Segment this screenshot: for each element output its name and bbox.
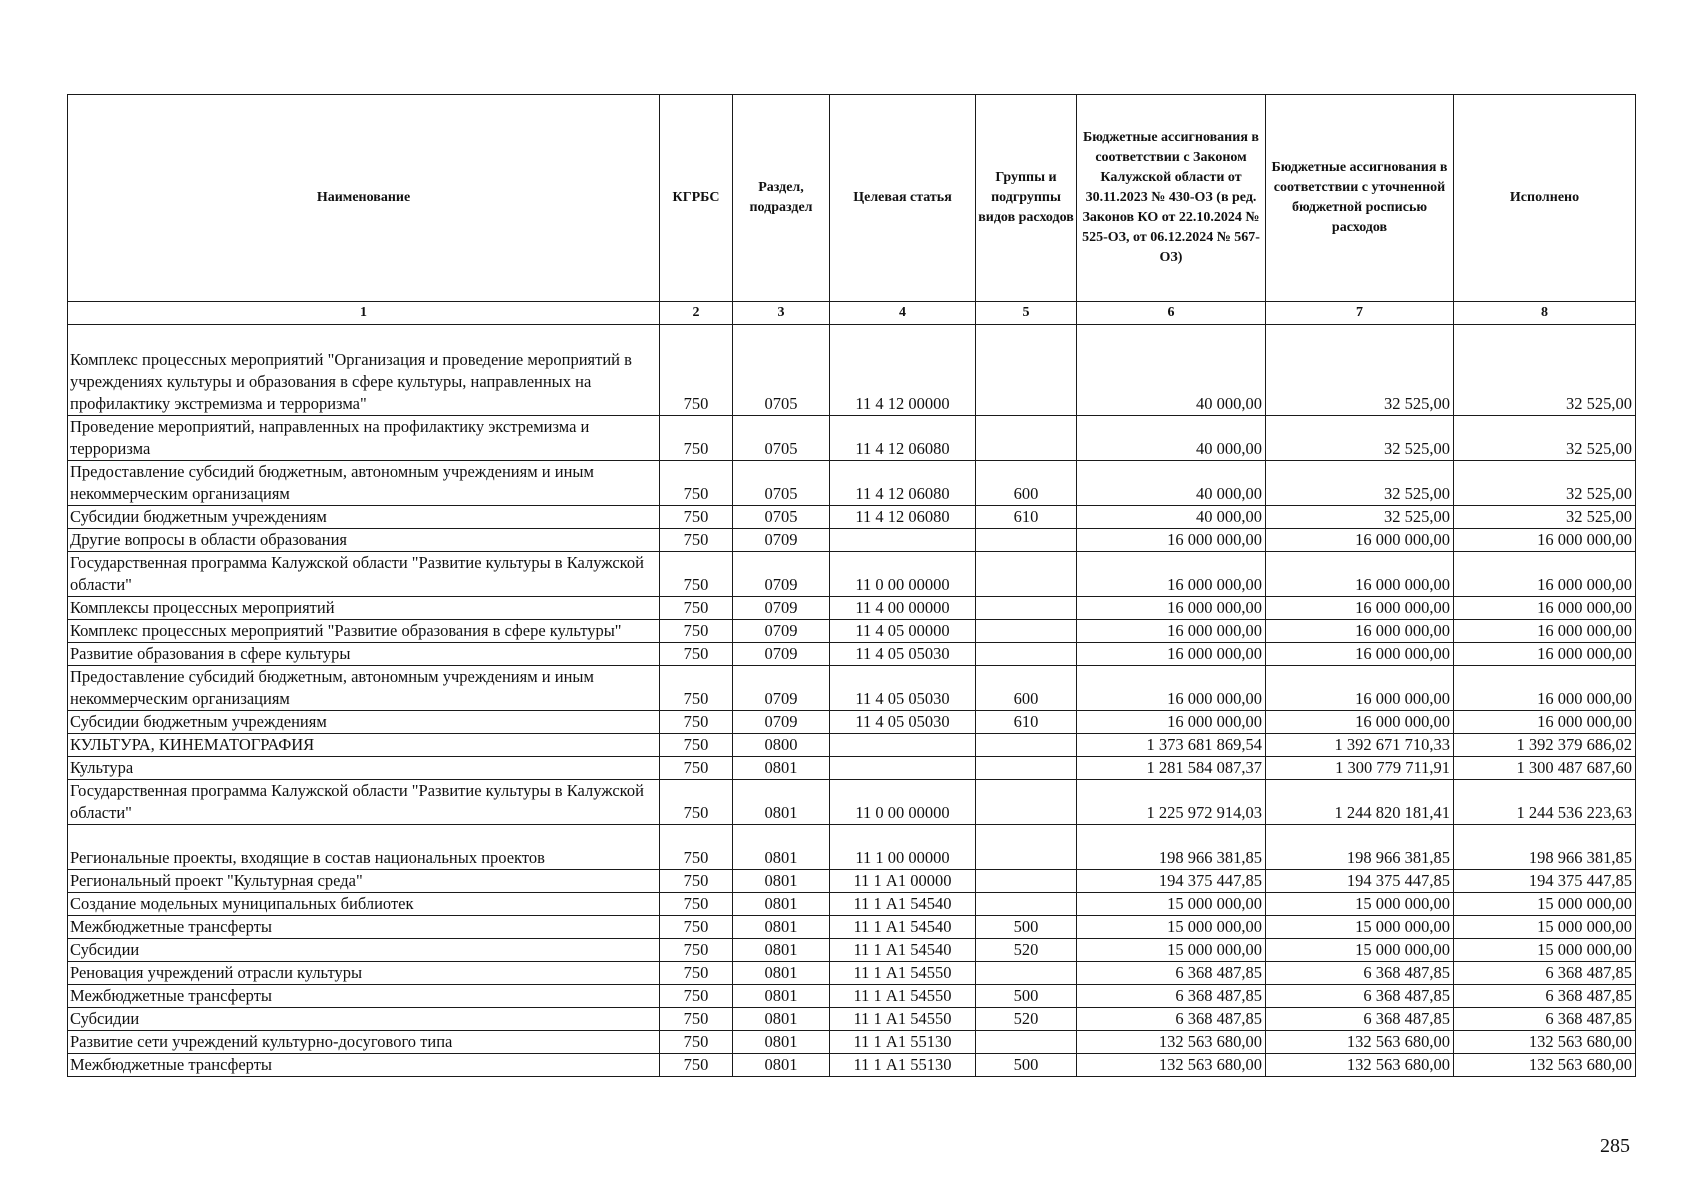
- cell-razdel: 0801: [733, 893, 830, 916]
- cell-plan: 40 000,00: [1077, 461, 1266, 506]
- cell-done: 1 300 487 687,60: [1454, 757, 1636, 780]
- cell-kgrbs: 750: [660, 1008, 733, 1031]
- cell-done: 16 000 000,00: [1454, 552, 1636, 597]
- cell-celevaya: 11 0 00 00000: [830, 780, 976, 825]
- cell-done: 1 392 379 686,02: [1454, 734, 1636, 757]
- cell-vid: [976, 1031, 1077, 1054]
- cell-kgrbs: 750: [660, 552, 733, 597]
- table-row: [68, 416, 1636, 461]
- table-row: [68, 939, 1636, 962]
- cell-name: Комплексы процессных мероприятий: [68, 597, 660, 620]
- table-row: [68, 506, 1636, 529]
- cell-plan: 6 368 487,85: [1077, 1008, 1266, 1031]
- table-row: [68, 529, 1636, 552]
- cell-name: Культура: [68, 757, 660, 780]
- page-number: 285: [1600, 1135, 1630, 1157]
- cell-razdel: 0801: [733, 870, 830, 893]
- cell-celevaya: 11 1 А1 54540: [830, 916, 976, 939]
- cell-name: Проведение мероприятий, направленных на профилактику экстремизма и терроризма: [68, 416, 660, 461]
- cell-done: 16 000 000,00: [1454, 529, 1636, 552]
- cell-celevaya: 11 1 А1 54550: [830, 962, 976, 985]
- cell-celevaya: 11 4 12 06080: [830, 506, 976, 529]
- table-row: [68, 780, 1636, 825]
- cell-plan: 16 000 000,00: [1077, 620, 1266, 643]
- cell-name: Развитие образования в сфере культуры: [68, 643, 660, 666]
- cell-celevaya: 11 4 05 05030: [830, 666, 976, 711]
- cell-kgrbs: 750: [660, 643, 733, 666]
- cell-refined: 16 000 000,00: [1266, 666, 1454, 711]
- cell-name: Государственная программа Калужской области "Развитие культуры в Калужской области": [68, 780, 660, 825]
- cell-name: Комплекс процессных мероприятий "Организация и проведение мероприятий в учреждениях культуры и образования в сфере культуры, направленных на профилактику экстремизма и терроризма": [68, 325, 660, 416]
- cell-plan: 198 966 381,85: [1077, 825, 1266, 870]
- cell-done: 198 966 381,85: [1454, 825, 1636, 870]
- column-number: 4: [830, 302, 976, 325]
- cell-refined: 16 000 000,00: [1266, 529, 1454, 552]
- cell-done: 32 525,00: [1454, 506, 1636, 529]
- cell-name: Создание модельных муниципальных библиотек: [68, 893, 660, 916]
- cell-celevaya: 11 4 12 00000: [830, 325, 976, 416]
- cell-name: Субсидии бюджетным учреждениям: [68, 506, 660, 529]
- cell-kgrbs: 750: [660, 916, 733, 939]
- cell-refined: 32 525,00: [1266, 416, 1454, 461]
- cell-celevaya: 11 1 А1 55130: [830, 1031, 976, 1054]
- cell-vid: 500: [976, 985, 1077, 1008]
- cell-celevaya: 11 1 А1 55130: [830, 1054, 976, 1077]
- column-number: 5: [976, 302, 1077, 325]
- cell-kgrbs: 750: [660, 870, 733, 893]
- column-number: 6: [1077, 302, 1266, 325]
- cell-celevaya: 11 1 А1 54550: [830, 985, 976, 1008]
- cell-name: Межбюджетные трансферты: [68, 916, 660, 939]
- cell-refined: 16 000 000,00: [1266, 620, 1454, 643]
- cell-refined: 15 000 000,00: [1266, 916, 1454, 939]
- cell-vid: [976, 416, 1077, 461]
- cell-refined: 32 525,00: [1266, 325, 1454, 416]
- cell-vid: [976, 757, 1077, 780]
- cell-kgrbs: 750: [660, 461, 733, 506]
- cell-done: 15 000 000,00: [1454, 939, 1636, 962]
- cell-razdel: 0705: [733, 506, 830, 529]
- cell-name: Реновация учреждений отрасли культуры: [68, 962, 660, 985]
- cell-vid: [976, 870, 1077, 893]
- cell-celevaya: 11 1 00 00000: [830, 825, 976, 870]
- cell-celevaya: 11 4 00 00000: [830, 597, 976, 620]
- cell-done: 15 000 000,00: [1454, 916, 1636, 939]
- cell-kgrbs: 750: [660, 734, 733, 757]
- cell-refined: 16 000 000,00: [1266, 552, 1454, 597]
- cell-name: Комплекс процессных мероприятий "Развитие образования в сфере культуры": [68, 620, 660, 643]
- cell-done: 132 563 680,00: [1454, 1031, 1636, 1054]
- cell-vid: 500: [976, 1054, 1077, 1077]
- cell-refined: 1 300 779 711,91: [1266, 757, 1454, 780]
- cell-name: Межбюджетные трансферты: [68, 985, 660, 1008]
- cell-name: Субсидии бюджетным учреждениям: [68, 711, 660, 734]
- cell-name: Субсидии: [68, 939, 660, 962]
- cell-celevaya: 11 4 12 06080: [830, 416, 976, 461]
- cell-kgrbs: 750: [660, 506, 733, 529]
- header-done: Исполнено: [1454, 95, 1636, 302]
- cell-plan: 16 000 000,00: [1077, 666, 1266, 711]
- cell-kgrbs: 750: [660, 825, 733, 870]
- cell-plan: 16 000 000,00: [1077, 711, 1266, 734]
- cell-razdel: 0705: [733, 416, 830, 461]
- cell-plan: 132 563 680,00: [1077, 1054, 1266, 1077]
- cell-name: Предоставление субсидий бюджетным, автономным учреждениям и иным некоммерческим организациям: [68, 666, 660, 711]
- cell-vid: [976, 825, 1077, 870]
- cell-celevaya: 11 4 05 05030: [830, 711, 976, 734]
- cell-vid: [976, 529, 1077, 552]
- column-number: 8: [1454, 302, 1636, 325]
- cell-done: 16 000 000,00: [1454, 643, 1636, 666]
- cell-vid: [976, 597, 1077, 620]
- cell-celevaya: 11 4 05 05030: [830, 643, 976, 666]
- cell-done: 6 368 487,85: [1454, 962, 1636, 985]
- cell-name: Другие вопросы в области образования: [68, 529, 660, 552]
- cell-refined: 6 368 487,85: [1266, 962, 1454, 985]
- header-refined: Бюджетные ассигнования в соответствии с уточненной бюджетной росписью расходов: [1266, 95, 1454, 302]
- cell-celevaya: 11 1 А1 54540: [830, 893, 976, 916]
- cell-refined: 15 000 000,00: [1266, 939, 1454, 962]
- cell-plan: 16 000 000,00: [1077, 643, 1266, 666]
- table-row: [68, 1031, 1636, 1054]
- cell-done: 6 368 487,85: [1454, 1008, 1636, 1031]
- cell-kgrbs: 750: [660, 620, 733, 643]
- cell-refined: 16 000 000,00: [1266, 711, 1454, 734]
- cell-kgrbs: 750: [660, 416, 733, 461]
- cell-kgrbs: 750: [660, 893, 733, 916]
- table-row: [68, 666, 1636, 711]
- cell-vid: [976, 552, 1077, 597]
- cell-done: 194 375 447,85: [1454, 870, 1636, 893]
- cell-name: Региональный проект "Культурная среда": [68, 870, 660, 893]
- cell-celevaya: 11 1 А1 54540: [830, 939, 976, 962]
- cell-plan: 194 375 447,85: [1077, 870, 1266, 893]
- cell-razdel: 0709: [733, 529, 830, 552]
- header-row: [68, 95, 1636, 302]
- cell-done: 16 000 000,00: [1454, 711, 1636, 734]
- cell-vid: [976, 620, 1077, 643]
- table-row: [68, 985, 1636, 1008]
- cell-vid: [976, 734, 1077, 757]
- cell-kgrbs: 750: [660, 711, 733, 734]
- cell-razdel: 0801: [733, 1008, 830, 1031]
- cell-celevaya: 11 1 А1 00000: [830, 870, 976, 893]
- cell-celevaya: [830, 757, 976, 780]
- cell-razdel: 0801: [733, 825, 830, 870]
- cell-name: Развитие сети учреждений культурно-досугового типа: [68, 1031, 660, 1054]
- cell-refined: 132 563 680,00: [1266, 1054, 1454, 1077]
- cell-razdel: 0801: [733, 916, 830, 939]
- cell-done: 1 244 536 223,63: [1454, 780, 1636, 825]
- cell-vid: [976, 780, 1077, 825]
- cell-vid: 600: [976, 666, 1077, 711]
- cell-razdel: 0801: [733, 1031, 830, 1054]
- cell-plan: 40 000,00: [1077, 506, 1266, 529]
- cell-kgrbs: 750: [660, 757, 733, 780]
- cell-done: 32 525,00: [1454, 325, 1636, 416]
- cell-refined: 32 525,00: [1266, 506, 1454, 529]
- cell-plan: 6 368 487,85: [1077, 962, 1266, 985]
- cell-plan: 16 000 000,00: [1077, 529, 1266, 552]
- cell-razdel: 0709: [733, 552, 830, 597]
- cell-done: 132 563 680,00: [1454, 1054, 1636, 1077]
- cell-plan: 1 225 972 914,03: [1077, 780, 1266, 825]
- cell-refined: 16 000 000,00: [1266, 597, 1454, 620]
- cell-vid: [976, 962, 1077, 985]
- cell-razdel: 0801: [733, 985, 830, 1008]
- cell-celevaya: 11 1 А1 54550: [830, 1008, 976, 1031]
- column-number-row: [68, 302, 1636, 325]
- cell-name: Региональные проекты, входящие в состав национальных проектов: [68, 825, 660, 870]
- cell-done: 16 000 000,00: [1454, 597, 1636, 620]
- cell-done: 16 000 000,00: [1454, 620, 1636, 643]
- budget-table: [67, 94, 1636, 1077]
- cell-kgrbs: 750: [660, 985, 733, 1008]
- header-celevaya: Целевая статья: [830, 95, 976, 302]
- cell-razdel: 0800: [733, 734, 830, 757]
- table-row: [68, 552, 1636, 597]
- cell-refined: 1 244 820 181,41: [1266, 780, 1454, 825]
- column-number: 2: [660, 302, 733, 325]
- cell-celevaya: 11 0 00 00000: [830, 552, 976, 597]
- cell-razdel: 0709: [733, 666, 830, 711]
- cell-kgrbs: 750: [660, 597, 733, 620]
- table-row: [68, 325, 1636, 416]
- column-number: 7: [1266, 302, 1454, 325]
- cell-vid: 600: [976, 461, 1077, 506]
- cell-razdel: 0801: [733, 757, 830, 780]
- cell-kgrbs: 750: [660, 666, 733, 711]
- cell-celevaya: 11 4 12 06080: [830, 461, 976, 506]
- cell-kgrbs: 750: [660, 780, 733, 825]
- cell-refined: 194 375 447,85: [1266, 870, 1454, 893]
- cell-name: Межбюджетные трансферты: [68, 1054, 660, 1077]
- cell-done: 6 368 487,85: [1454, 985, 1636, 1008]
- cell-name: КУЛЬТУРА, КИНЕМАТОГРАФИЯ: [68, 734, 660, 757]
- cell-razdel: 0801: [733, 962, 830, 985]
- cell-plan: 16 000 000,00: [1077, 597, 1266, 620]
- table-row: [68, 916, 1636, 939]
- cell-plan: 1 373 681 869,54: [1077, 734, 1266, 757]
- cell-refined: 1 392 671 710,33: [1266, 734, 1454, 757]
- cell-refined: 198 966 381,85: [1266, 825, 1454, 870]
- header-razdel: Раздел, подраздел: [733, 95, 830, 302]
- column-number: 1: [68, 302, 660, 325]
- cell-done: 15 000 000,00: [1454, 893, 1636, 916]
- column-number: 3: [733, 302, 830, 325]
- cell-kgrbs: 750: [660, 1054, 733, 1077]
- cell-vid: 500: [976, 916, 1077, 939]
- header-kgrbs: КГРБС: [660, 95, 733, 302]
- cell-vid: [976, 325, 1077, 416]
- cell-plan: 15 000 000,00: [1077, 916, 1266, 939]
- cell-plan: 40 000,00: [1077, 325, 1266, 416]
- cell-razdel: 0709: [733, 643, 830, 666]
- cell-vid: 520: [976, 939, 1077, 962]
- cell-plan: 15 000 000,00: [1077, 939, 1266, 962]
- header-name: Наименование: [68, 95, 660, 302]
- table-row: [68, 962, 1636, 985]
- cell-kgrbs: 750: [660, 529, 733, 552]
- table-row: [68, 893, 1636, 916]
- cell-razdel: 0709: [733, 620, 830, 643]
- cell-razdel: 0709: [733, 711, 830, 734]
- cell-refined: 15 000 000,00: [1266, 893, 1454, 916]
- cell-kgrbs: 750: [660, 939, 733, 962]
- table-row: [68, 1008, 1636, 1031]
- cell-name: Государственная программа Калужской области "Развитие культуры в Калужской области": [68, 552, 660, 597]
- cell-razdel: 0705: [733, 461, 830, 506]
- cell-vid: 520: [976, 1008, 1077, 1031]
- cell-plan: 132 563 680,00: [1077, 1031, 1266, 1054]
- cell-name: Субсидии: [68, 1008, 660, 1031]
- cell-celevaya: [830, 734, 976, 757]
- cell-vid: [976, 893, 1077, 916]
- cell-kgrbs: 750: [660, 325, 733, 416]
- cell-kgrbs: 750: [660, 962, 733, 985]
- cell-done: 16 000 000,00: [1454, 666, 1636, 711]
- table-row: [68, 734, 1636, 757]
- cell-done: 32 525,00: [1454, 461, 1636, 506]
- cell-refined: 132 563 680,00: [1266, 1031, 1454, 1054]
- table-row: [68, 870, 1636, 893]
- cell-done: 32 525,00: [1454, 416, 1636, 461]
- table-row: [68, 711, 1636, 734]
- header-vid: Группы и подгруппы видов расходов: [976, 95, 1077, 302]
- cell-refined: 32 525,00: [1266, 461, 1454, 506]
- cell-plan: 40 000,00: [1077, 416, 1266, 461]
- cell-celevaya: [830, 529, 976, 552]
- cell-vid: [976, 643, 1077, 666]
- cell-vid: 610: [976, 506, 1077, 529]
- cell-razdel: 0801: [733, 1054, 830, 1077]
- table-row: [68, 643, 1636, 666]
- header-plan: Бюджетные ассигнования в соответствии с Законом Калужской области от 30.11.2023 № 430-ОЗ (в ред. Законов КО от 22.10.2024 № 525-ОЗ, от 06.12.2024 № 567-ОЗ): [1077, 95, 1266, 302]
- cell-refined: 6 368 487,85: [1266, 1008, 1454, 1031]
- table-row: [68, 461, 1636, 506]
- table-row: [68, 825, 1636, 870]
- cell-razdel: 0801: [733, 780, 830, 825]
- cell-razdel: 0705: [733, 325, 830, 416]
- table-row: [68, 1054, 1636, 1077]
- cell-celevaya: 11 4 05 00000: [830, 620, 976, 643]
- cell-plan: 1 281 584 087,37: [1077, 757, 1266, 780]
- table-row: [68, 597, 1636, 620]
- cell-name: Предоставление субсидий бюджетным, автономным учреждениям и иным некоммерческим организациям: [68, 461, 660, 506]
- table-row: [68, 620, 1636, 643]
- cell-refined: 6 368 487,85: [1266, 985, 1454, 1008]
- cell-razdel: 0709: [733, 597, 830, 620]
- cell-plan: 16 000 000,00: [1077, 552, 1266, 597]
- cell-plan: 15 000 000,00: [1077, 893, 1266, 916]
- cell-razdel: 0801: [733, 939, 830, 962]
- table-row: [68, 757, 1636, 780]
- cell-plan: 6 368 487,85: [1077, 985, 1266, 1008]
- cell-kgrbs: 750: [660, 1031, 733, 1054]
- cell-refined: 16 000 000,00: [1266, 643, 1454, 666]
- cell-vid: 610: [976, 711, 1077, 734]
